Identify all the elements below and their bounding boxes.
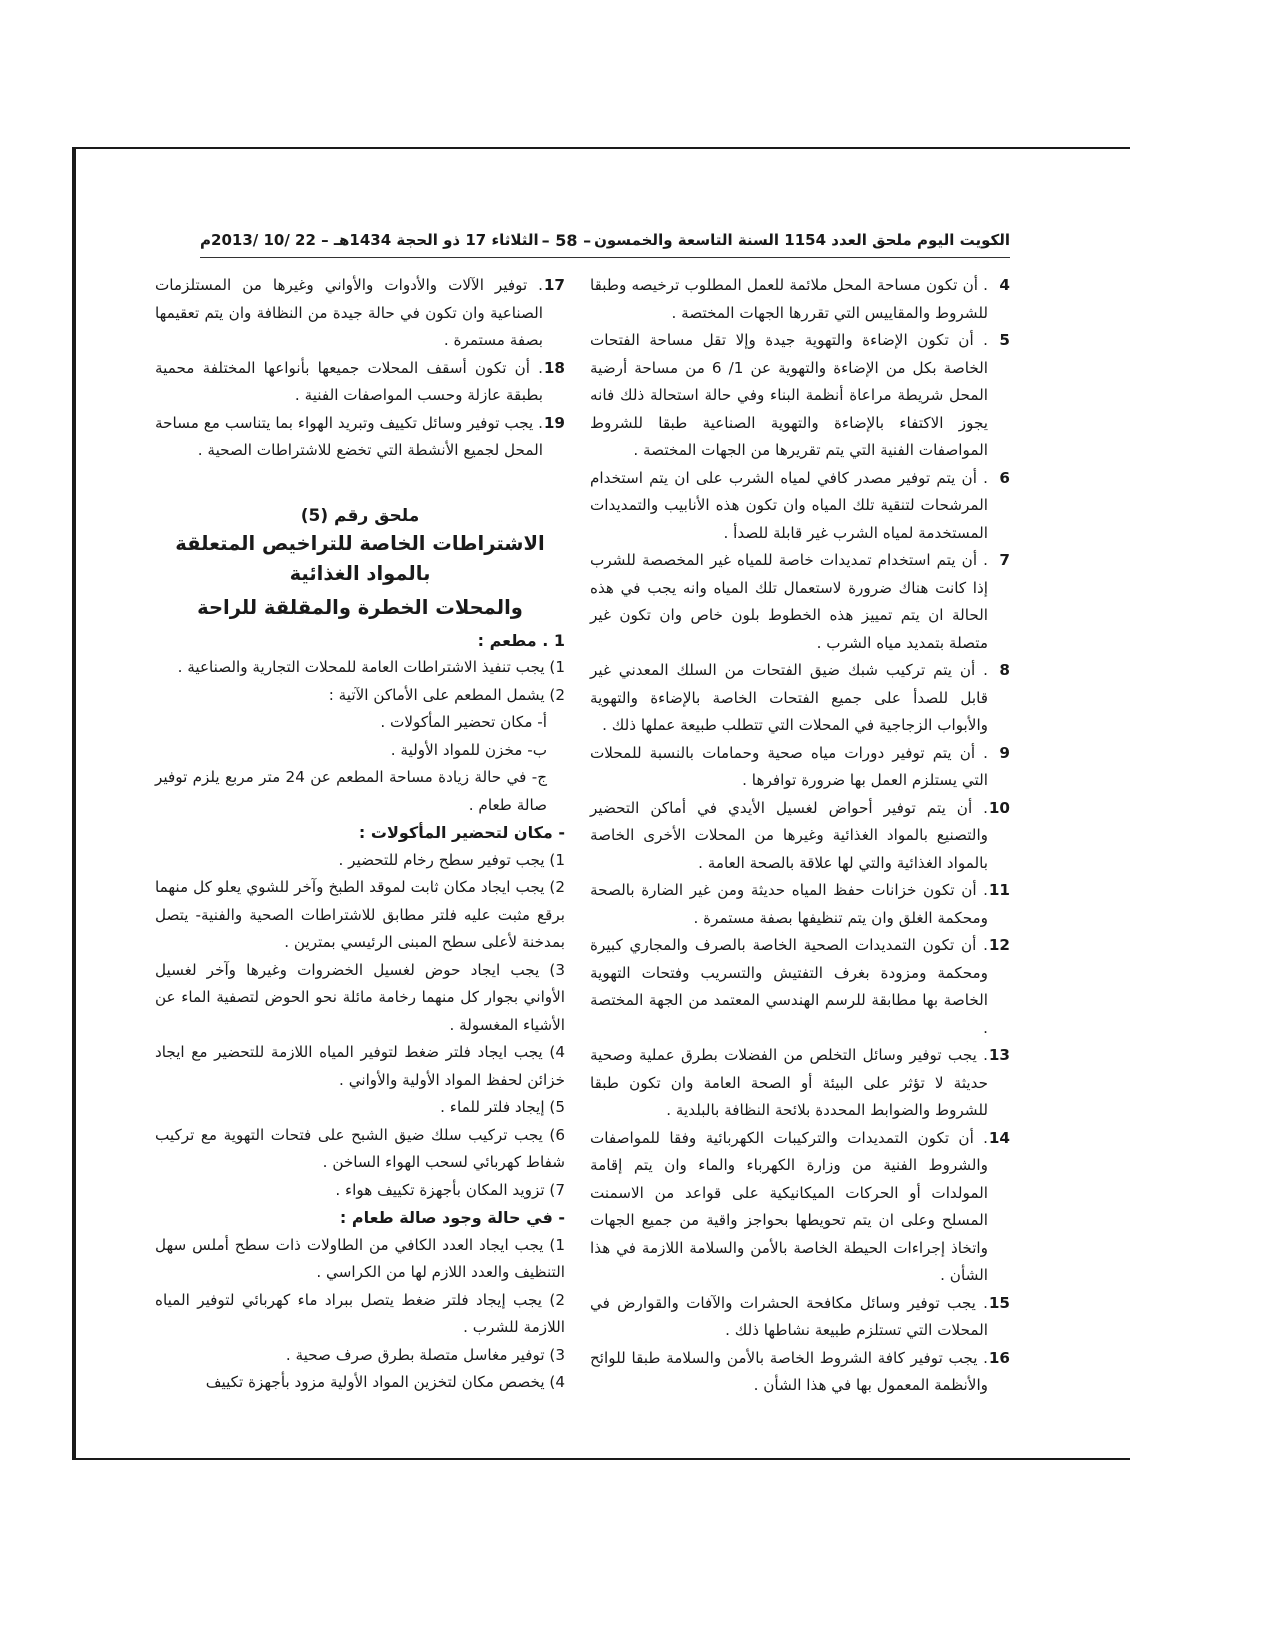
clause-8 (590, 657, 1010, 740)
annex-title: ملحق رقم (5) (300, 505, 420, 526)
page-number: – 58 – (541, 230, 592, 250)
clause-number: 19 (543, 413, 565, 432)
clause-number: 17 (543, 276, 565, 294)
clause-text: . أن يتم تركيب شبك ضيق الفتحات من السلك المعدني غير قابل للصدأ على جميع الفتحات الخاصة بالإضاءة والتهوية والأبواب الزجاجية في المحلات التي تتطلب طبيعة عملها ذلك . (590, 661, 988, 734)
clause-text: . يجب توفير وسائل تكييف وتبريد الهواء بما يتناسب مع مساحة المحل لجميع الأنشطة التي تخضع للاشتراطات الصحية . (155, 413, 543, 459)
annex-subtitle-2: والمحلات الخطرة والمقلقة للراحة (197, 595, 523, 619)
clause-15 (590, 1290, 1010, 1345)
clause-text: . أن يتم توفير مصدر كافي لمياه الشرب على ان يتم استخدام المرشحات لتنقية تلك المياه وان تكون هذه الأنابيب والتمديدات المستخدمة لمياه الشرب غير قابلة للصدأ . (590, 468, 988, 542)
clause-number: 14 (988, 1128, 1010, 1147)
clause-text: . أن يتم استخدام تمديدات خاصة للمياه غير المخصصة للشرب إذا كانت هناك ضرورة لاستعمال تلك المياه وانه يجب في هذه الحالة ان يتم تمييز هذه الخطوط بلون خاص وان تكون غير متصلة بتمديد مياه الشرب . (590, 551, 988, 652)
restaurant-place-a: أ- مكان تحضير المأكولات . (380, 713, 547, 731)
clause-7 (590, 547, 1010, 657)
clause-text: . أن يتم توفير أحواض لغسيل الأيدي في أماكن التحضير والتصنيع بالمواد الغذائية وغيرها من المحلات الأخرى الخاصة بالمواد الغذائية والتي لها علاقة بالصحة العامة . (590, 798, 988, 872)
restaurant-place-b: ب- مخزن للمواد الأولية . (390, 740, 547, 759)
clause-text: . أن تكون أسقف المحلات جميعها بأنواعها المختلفة محمية بطبقة عازلة وحسب المواصفات الفنية . (155, 358, 543, 404)
clause-number: 15 (988, 1293, 1010, 1312)
clause-14 (590, 1125, 1010, 1290)
clause-text: . توفير الآلات والأدوات والأواني وغيرها من المستلزمات الصناعية وان تكون في حالة جيدة من النظافة وان يتم تعقيمها بصفة مستمرة . (155, 276, 543, 349)
clause-number: 13 (988, 1046, 1010, 1064)
clause-4 (590, 272, 1010, 327)
prep-item: 5) إيجاد فلتر للماء . (440, 1098, 565, 1116)
clause-number: 12 (988, 936, 1010, 954)
restaurant-heading: 1 . مطعم : (477, 630, 565, 650)
right-column (590, 272, 1010, 1400)
prep-item: 7) تزويد المكان بأجهزة تكييف هواء . (335, 1180, 565, 1199)
clause-number: 9 (999, 743, 1010, 762)
prep-heading: - مكان لتحضير المأكولات : (358, 823, 565, 842)
clause-text: . أن تكون الإضاءة والتهوية جيدة وإلا تقل مساحة الفتحات الخاصة بكل من الإضاءة والتهوية عن 1/ 6 من مساحة أرضية المحل شريطة مراعاة أنظمة البناء وفي حالة استحالة ذلك فانه يجوز الاكتفاء بالإضاءة والتهوية الصناعية طبقا للشروط المواصفات الفنية التي يتم تقريرها من الجهات المختصة . (590, 331, 989, 459)
clause-text: . أن يتم توفير دورات مياه صحية وحمامات بالنسبة للمحلات التي يستلزم العمل بها ضرورة توافرها . (590, 743, 988, 789)
hall-item: 4) يخصص مكان لتخزين المواد الأولية مزود بأجهزة تكييف (205, 1373, 565, 1391)
clause-text: . يجب توفير وسائل التخلص من الفضلات بطرق عملية وصحية حديثة لا تؤثر على البيئة أو الصحة العامة وان تكون طبقا للشروط والضوابط المحددة بلائحة النظافة بالبلدية . (590, 1046, 988, 1119)
clause-10 (590, 795, 1010, 878)
clause-number: 6 (999, 468, 1010, 487)
clause-number: 4 (999, 276, 1010, 294)
clause-9 (590, 740, 1010, 795)
clause-17 (155, 272, 565, 355)
page-header (200, 227, 1010, 258)
clause-number: 7 (999, 551, 1010, 569)
clause-11 (590, 877, 1010, 932)
clause-number: 16 (988, 1348, 1010, 1367)
clause-number: 11 (988, 881, 1010, 899)
clause-text: . يجب توفير وسائل مكافحة الحشرات والآفات والقوارض في المحلات التي تستلزم طبيعة نشاطها ذلك . (590, 1293, 988, 1339)
header-date: الثلاثاء 17 ذو الحجة 1434هـ – 22 /10 /2013م (200, 231, 539, 249)
hall-item: 2) يجب إيجاد فلتر ضغط يتصل ببراد ماء كهربائي لتوفير المياه اللازمة للشرب . (155, 1290, 565, 1336)
clause-number: 5 (999, 331, 1010, 349)
left-column (155, 272, 565, 1397)
clause-12 (590, 932, 1010, 1042)
prep-item: 3) يجب ايجاد حوض لغسيل الخضروات وغيرها وآخر لغسيل الأواني بجوار كل منهما رخامة مائلة نحو الحوض لتصفية الماء عن الأشياء المغسولة . (155, 960, 565, 1034)
hall-item: 1) يجب ايجاد العدد الكافي من الطاولات ذات سطح أملس سهل التنظيف والعدد اللازم لها من الكراسي . (155, 1235, 565, 1281)
clause-number: 18 (543, 358, 565, 377)
clause-number: 10 (988, 798, 1010, 817)
clause-16 (590, 1345, 1010, 1400)
clause-text: . أن تكون مساحة المحل ملائمة للعمل المطلوب ترخيصه وطبقا للشروط والمقاييس التي تقررها الجهات المختصة . (590, 276, 988, 322)
top-rule (75, 147, 1130, 149)
restaurant-line-1: 1) يجب تنفيذ الاشتراطات العامة للمحلات التجارية والصناعية . (177, 658, 565, 676)
clause-text: . أن تكون التمديدات الصحية الخاصة بالصرف والمجاري كبيرة ومحكمة ومزودة بغرف التفتيش والتسريب وفتحات التهوية الخاصة بها مطابقة للرسم الهندسي المعتمد من الجهة المختصة . (590, 936, 988, 1037)
clause-19 (155, 410, 565, 465)
prep-item: 6) يجب تركيب سلك ضيق الشبح على فتحات التهوية مع تركيب شفاط كهربائي لسحب الهواء الساخن . (155, 1125, 565, 1171)
clause-6 (590, 465, 1010, 548)
clause-number: 8 (999, 661, 1010, 679)
clause-13 (590, 1042, 1010, 1125)
hall-item: 3) توفير مغاسل متصلة بطرق صرف صحية . (285, 1345, 565, 1364)
clause-text: . أن تكون التمديدات والتركيبات الكهربائية وفقا للمواصفات والشروط الفنية من وزارة الكهرباء والماء وان يتم إقامة المولدات أو الحركات الميكانيكية على قواعد من الاسمنت المسلح وعلى ان يتم تحويطها بحواجز واقية من جميع الجهات واتخاذ إجراءات الحيطة الخاصة بالأمن والسلامة اللازمة في هذا الشأن . (590, 1128, 988, 1284)
header-title: الكويت اليوم ملحق العدد 1154 السنة التاسعة والخمسون (594, 231, 1010, 249)
clause-text: . يجب توفير كافة الشروط الخاصة بالأمن والسلامة طبقا للوائح والأنظمة المعمول بها في هذا الشأن . (590, 1348, 988, 1394)
annex-subtitle-1: الاشتراطات الخاصة للتراخيص المتعلقة بالمواد الغذائية (175, 531, 545, 585)
prep-item: 1) يجب توفير سطح رخام للتحضير . (338, 850, 565, 869)
prep-item: 2) يجب ايجاد مكان ثابت لموقد الطبخ وآخر للشوي يعلو كل منهما برقع مثبت عليه فلتر مطابق للاشتراطات الصحية والفنية- يتصل بمدخنة لأعلى سطح المبنى الرئيسي بمترين . (155, 878, 565, 951)
restaurant-place-c: ج- في حالة زيادة مساحة المطعم عن 24 متر مربع يلزم توفير صالة طعام . (155, 768, 547, 814)
restaurant-line-2: 2) يشمل المطعم على الأماكن الآتية : (328, 685, 565, 704)
prep-item: 4) يجب ايجاد فلتر ضغط لتوفير المياه اللازمة للتحضير مع ايجاد خزائن لحفظ المواد الأولية والأواني . (155, 1043, 565, 1089)
bottom-rule (75, 1458, 1130, 1460)
hall-heading: - في حالة وجود صالة طعام : (339, 1208, 565, 1227)
clause-5 (590, 327, 1010, 465)
clause-text: . أن تكون خزانات حفظ المياه حديثة ومن غير الضارة بالصحة ومحكمة الغلق وان يتم تنظيفها بصفة مستمرة . (590, 881, 988, 927)
left-scan-edge (72, 147, 76, 1460)
clause-18 (155, 355, 565, 410)
